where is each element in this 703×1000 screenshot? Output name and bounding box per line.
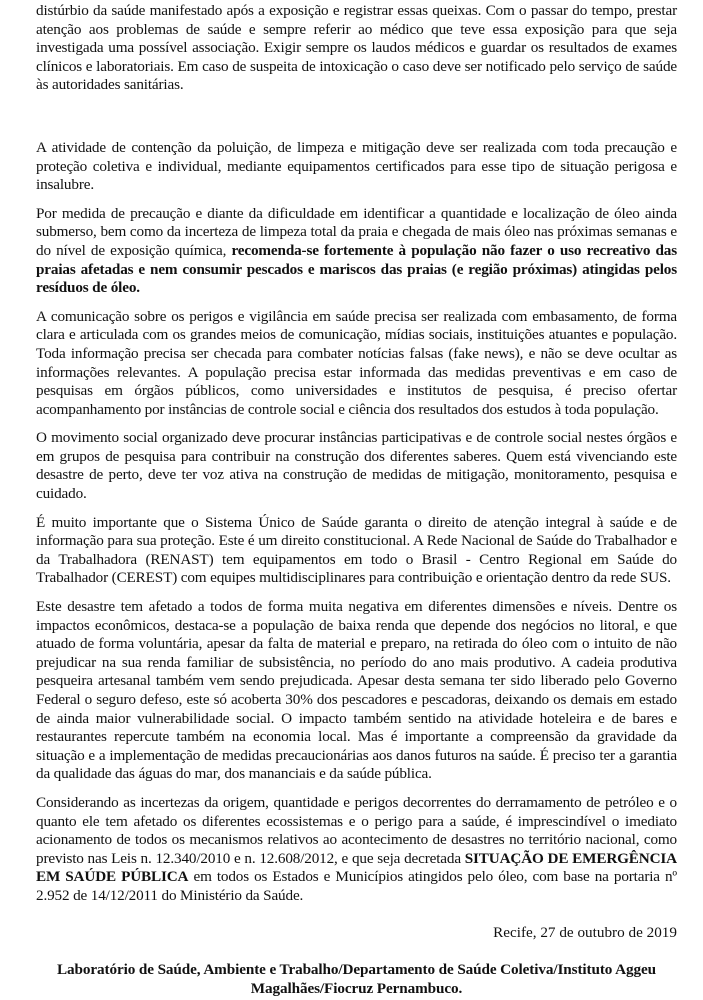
paragraph-text: Considerando as incertezas da origem, quantidade e perigos decorrentes do derramamento de petróleo e o quanto ele tem afetado os diferentes ecossistemas e o perigo para a saúde, é imprescindível o imediato acionamento de todos os mecanismos relativos ao acontecimento de desastres no território nacional, como previsto nas Leis n. 12.340/2010 e n. 12.608/2012, e que seja decretada	[36, 793, 677, 867]
paragraph-text: A atividade de contenção da poluição, de limpeza e mitigação deve ser realizada com toda precaução e proteção coletiva e individual, mediante equipamentos certificados para esse tipo de situação perigosa e insalubre.	[36, 138, 677, 194]
paragraph-text: O movimento social organizado deve procurar instâncias participativas e de controle social nestes órgãos e em grupos de pesquisa para contribuir na construção dos diferentes saberes. Quem está vivenciando este desastre de perto, deve ter voz ativa na construção de medidas de mitigação, monitoramento, pesquisa e cuidado.	[36, 429, 677, 503]
paragraph-text: Este desastre tem afetado a todos de forma muita negativa em diferentes dimensões e níveis. Dentre os impactos econômicos, destaca-se a população de baixa renda que depende dos negócios no litoral, e que atuado de forma voluntária, apesar da falta de material e preparo, na retirada do óleo com o intuito de não prejudicar na sua renda familiar de subsistência, no período do ano mais produtivo. A cadeia produtiva pesqueira artesanal também vem sendo prejudicada. Apesar desta semana ter sido liberado pelo Governo Federal o seguro defeso, este só acoberta 30% dos pescadores e pescadoras, deixando os demais em estado de ainda maior vulnerabilidade social. O impacto também sentido na atividade hoteleira e de bares e restaurantes repercute também na economia local. Mas é importante a compreensão da gravidade da situação e a implementação de medidas precaucionárias aos danos futuros na saúde. É preciso ter a garantia da qualidade das águas do mar, dos mananciais e da saúde pública.	[36, 598, 677, 783]
bold-recommendation: recomenda-se fortemente à população não fazer o uso recreativo das praias afetadas e nem consumir pescados e mariscos das praias (e região próximas) atingidas pelos resíduos de óleo.	[36, 241, 677, 297]
document-page	[36, 2, 677, 998]
paragraph-symptom-reporting	[36, 2, 677, 95]
paragraph-text: em todos os Estados e Municípios atingidos pelo óleo, com base na portaria nº 2.952 de 14/12/2011 do Ministério da Saúde.	[36, 868, 677, 904]
document-date: Recife, 27 de outubro de 2019	[493, 923, 677, 941]
paragraph-precaution-recommendation	[36, 205, 677, 298]
paragraph-social-movement	[36, 429, 677, 503]
paragraph-containment-activity	[36, 139, 677, 195]
paragraph-economic-impacts	[36, 598, 677, 784]
paragraph-text: distúrbio da saúde manifestado após a exposição e registrar essas queixas. Com o passar do tempo, prestar atenção aos problemas de saúde e sempre referir ao médico que teve essa exposição para que seja investigada uma possível associação. Exigir sempre os laudos médicos e guardar os resultados de exames clínicos e laboratoriais. Em caso de suspeita de intoxicação o caso deve ser notificado pelo serviço de saúde às autoridades sanitárias.	[36, 2, 677, 94]
bold-emergency-status: SITUAÇÃO DE EMERGÊNCIA EM SAÚDE PÚBLICA	[36, 849, 677, 886]
paragraph-emergency-declaration	[36, 794, 677, 906]
paragraph-communication	[36, 308, 677, 420]
paragraph-text: É muito importante que o Sistema Único de Saúde garanta o direito de atenção integral à saúde e de informação para sua proteção. Este é um direito constitucional. A Rede Nacional de Saúde do Trabalhador e da Trabalhadora (RENAST) tem equipamentos em todo o Brasil - Centro Regional em Saúde do Trabalhador (CEREST) com equipes multidisciplinares para contribuição e orientação dentro da rede SUS.	[36, 513, 677, 587]
document-signature-institution: Laboratório de Saúde, Ambiente e Trabalho/Departamento de Saúde Coletiva/Instituto Aggeu Magalhães/Fiocruz Pernambuco.	[57, 961, 656, 998]
paragraph-text: A comunicação sobre os perigos e vigilância em saúde precisa ser realizada com embasamento, de forma clara e articulada com os grandes meios de comunicação, mídias sociais, instituições atuantes e população. Toda informação precisa ser checada para combater notícias falsas (fake news), e não se deve ocultar as informações relevantes. A população precisa estar informada das medidas preventivas e em caso de pesquisas em órgãos públicos, como universidades e institutos de pesquisa, é preciso ofertar acompanhamento por instâncias de controle social e ciência dos resultados dos estudos à toda população.	[36, 307, 677, 418]
paragraph-text: Por medida de precaução e diante da dificuldade em identificar a quantidade e localização de óleo ainda submerso, bem como da incerteza de limpeza total da praia e chegada de mais óleo nas próximas semanas e do nível de exposição química,	[36, 204, 677, 259]
paragraph-sus-rights	[36, 514, 677, 588]
